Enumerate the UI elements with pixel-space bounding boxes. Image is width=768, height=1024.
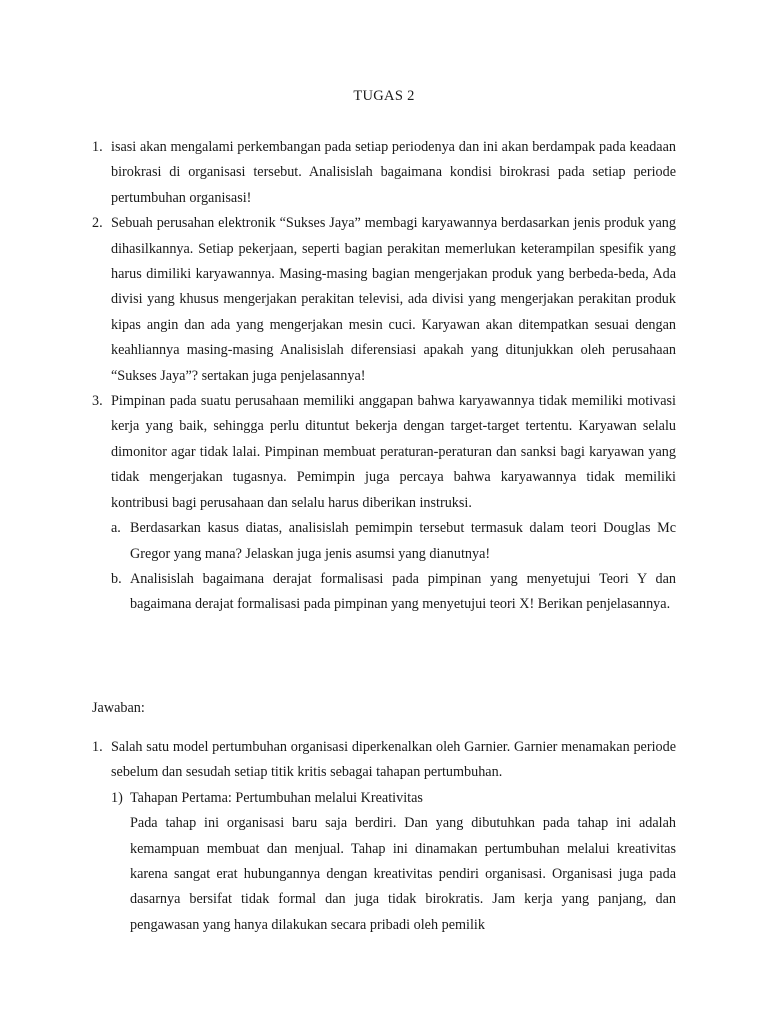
question-list: [92, 135, 676, 618]
sub-question-text: Berdasarkan kasus diatas, analisislah pemimpin tersebut termasuk dalam teori Douglas Mc Gregor yang mana? Jelaskan juga jenis asumsi yang dianutnya!: [130, 520, 676, 562]
answer-list: [92, 735, 676, 938]
sub-question-text: Analisislah bagaimana derajat formalisasi pada pimpinan yang menyetujui Teori Y dan bagaimana derajat formalisasi pada pimpinan yang menyetujui teori X! Berikan penjelasannya.: [130, 570, 676, 613]
question-text: Pimpinan pada suatu perusahaan memiliki anggapan bahwa karyawannya tidak memiliki motivasi kerja yang baik, sehingga perlu dituntut bekerja dengan target-target tertentu. Karyawan selalu dimonitor agar tidak lalai. Pimpinan membuat peraturan-peraturan dan sanksi bagi karyawan yang tidak mengerjakan tugasnya. Pemimpin juga percaya bahwa karyawannya tidak memiliki kontribusi bagi perusahaan dan selalu harus diberikan instruksi.: [111, 393, 676, 511]
answer-text: Salah satu model pertumbuhan organisasi diperkenalkan oleh Garnier. Garnier menamakan periode sebelum dan sesudah setiap titik kritis sebagai tahapan pertumbuhan.: [111, 739, 676, 781]
question-item-3: [92, 389, 676, 618]
question-number: 1.: [92, 139, 103, 155]
sub-question-a: [111, 516, 676, 567]
stage-description: Pada tahap ini organisasi baru saja berdiri. Dan yang dibutuhkan pada tahap ini adalah kemampuan membuat dan menjual. Tahap ini dinamakan pertumbuhan melalui kreativitas karena sangat erat hubungannya dengan kreativitas pendiri organisasi. Organisasi juga pada dasarnya bersifat tidak formal dan juga tidak birokratis. Jam kerja yang panjang, dan pengawasan yang hanya dilakukan secara pribadi oleh pemilik: [130, 815, 676, 933]
answer-item-1: [92, 735, 676, 938]
growth-stage-1: [111, 786, 676, 811]
answer-label: Jawaban:: [92, 700, 145, 716]
question-item-2: [92, 211, 676, 389]
question-text: isasi akan mengalami perkembangan pada setiap periodenya dan ini akan berdampak pada keadaan birokrasi di organisasi tersebut. Analisislah bagaimana kondisi birokrasi pada setiap periode pertumbuhan organisasi!: [111, 139, 676, 206]
answer-number: 1.: [92, 739, 103, 755]
stage-number: 1): [111, 789, 123, 806]
question-number: 3.: [92, 393, 103, 410]
sub-question-letter: b.: [111, 570, 122, 587]
question-number: 2.: [92, 215, 103, 232]
page-title: TUGAS 2: [353, 88, 415, 104]
sub-question-b: [111, 567, 676, 618]
question-item-1: [92, 135, 676, 211]
sub-question-letter: a.: [111, 520, 121, 537]
question-text: Sebuah perusahan elektronik “Sukses Jaya” membagi karyawannya berdasarkan jenis produk yang dihasilkannya. Setiap pekerjaan, seperti bagian perakitan memerlukan keterampilan spesifik yang harus dimiliki karyawannya. Masing-masing bagian mengerjakan produk yang berbeda-beda, Ada divisi yang khusus mengerjakan perakitan televisi, ada divisi yang mengerjakan perakitan produk kipas angin dan ada yang mengerjakan mesin cuci. Karyawan akan ditempatkan sesuai dengan keahliannya masing-masing Analisislah diferensiasi apakah yang ditunjukkan oleh perusahaan “Sukses Jaya”? sertakan juga penjelasannya!: [111, 215, 676, 384]
stage-title: Tahapan Pertama: Pertumbuhan melalui Kreativitas: [130, 789, 423, 806]
